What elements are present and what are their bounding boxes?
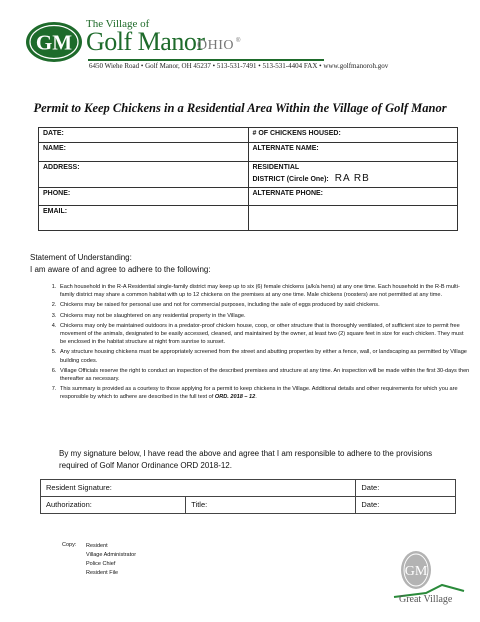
date-field[interactable] (39, 128, 249, 143)
alternate-phone-label: ALTERNATE PHONE: (252, 190, 324, 197)
title-field[interactable] (186, 497, 356, 514)
village-of-label: The Village of (86, 18, 150, 30)
rules-list (40, 283, 470, 404)
name-field[interactable] (39, 143, 249, 162)
logo-monogram: GM (35, 30, 73, 55)
resident-signature-label: Resident Signature: (46, 483, 112, 492)
statement-heading: Statement of Understanding: (30, 253, 132, 262)
signature-table (40, 479, 456, 514)
email-field[interactable] (39, 206, 249, 231)
applicant-info-table (38, 127, 458, 231)
signature-statement: By my signature below, I have read the above and agree that I am responsible to adhere to the provisions required of Golf Manor Ordinance ORD 2018-12. (59, 449, 433, 470)
agree-line: I am aware of and agree to adhere to the following: (30, 265, 211, 274)
date-signature-label: Date: (361, 483, 380, 492)
copy-distribution-list (86, 542, 136, 578)
email-label: EMAIL: (43, 208, 68, 215)
village-logo (24, 20, 88, 64)
alternate-phone-field[interactable] (248, 188, 458, 206)
resident-signature-field[interactable] (41, 480, 356, 497)
rule-item: 6. Village Officials reserve the right to conduct an inspection of the described premises and structure at any time. An inspection will be made within the first 30-days then thereafter as necessary. (58, 367, 470, 383)
village-name: Golf Manor (86, 27, 205, 56)
rule-item: 5. Any structure housing chickens must be appropriately screened from the street and abutting properties by either a fence, wall, or landscaping as permitted by Village building codes. (58, 348, 470, 364)
residential-label: RESIDENTIAL (252, 164, 300, 171)
rule-7-text: This summary is provided as a courtesy to those applying for a permit to keep chickens in the Village. Additional details and other requirements for which you are responsible by which to adhere are described in the full text of (60, 386, 458, 401)
footer-logo-monogram: GM (404, 564, 428, 579)
date-authorization-label: Date: (361, 500, 380, 509)
registered-mark: ® (236, 38, 241, 44)
state-label: OHIO (197, 38, 234, 53)
header-divider (88, 59, 324, 61)
chickens-housed-label: # OF CHICKENS HOUSED: (252, 130, 341, 137)
alternate-name-label: ALTERNATE NAME: (252, 145, 319, 152)
copy-recipient: Village Administrator (86, 552, 137, 558)
rule-item: 3. Chickens may not be slaughtered on any residential property in the Village. (58, 312, 470, 320)
address-label: ADDRESS: (43, 164, 80, 171)
name-label: NAME: (43, 145, 66, 152)
contact-address-line: 6450 Wiehe Road • Golf Manor, OH 45237 • 513-531-7491 • 513-531-4404 FAX • www.golfmanoroh.gov (89, 62, 389, 70)
copy-recipient: Resident File (86, 570, 119, 576)
rule-item: 4. Chickens may only be maintained outdoors in a predator-proof chicken house, coop, or other structure that is thoroughly ventilated, of sufficient size to permit free movement of the animals, designated to be easily accessed, cleaned, and maintained by the owner, at least two (2) square feet in size for each chicken. They must be enclosed in the habitat structure at night from sunrise to sunset. (58, 322, 470, 347)
authorization-label: Authorization: (46, 500, 92, 509)
district-circle-label: DISTRICT (Circle One): (252, 176, 329, 183)
rule-7-end: . (255, 394, 257, 401)
district-options[interactable]: RA RB (334, 173, 370, 184)
phone-label: PHONE: (43, 190, 71, 197)
copy-label: Copy: (62, 542, 77, 548)
copy-recipient: Police Chief (86, 561, 116, 567)
title-label: Title: (191, 500, 208, 509)
date-signature-field[interactable] (356, 480, 456, 497)
rule-item: 2. Chickens may be raised for personal use and not for commercial purposes, including the sale of eggs produced by said chickens. (58, 301, 470, 309)
authorization-field[interactable] (41, 497, 186, 514)
blank-cell (248, 206, 458, 231)
document-title: Permit to Keep Chickens in a Residential Area Within the Village of Golf Manor (33, 101, 447, 115)
alternate-name-field[interactable] (248, 143, 458, 162)
copy-recipient: Resident (86, 543, 108, 549)
rule-item: 1. Each household in the R-A Residential single-family district may keep up to six (6) female chickens (a/k/a hens) at any one time. Each household in the R-B multi-family district may share a common habitat with up to 12 chickens on the premises at any one time. Male chickens (roosters) are not permitted at any time. (58, 283, 470, 299)
district-field[interactable] (248, 162, 458, 188)
address-field[interactable] (39, 162, 249, 188)
date-authorization-field[interactable] (356, 497, 456, 514)
ordinance-reference: ORD. 2018 – 12 (214, 394, 256, 401)
chickens-housed-field[interactable] (248, 128, 458, 143)
rule-item (58, 385, 470, 401)
date-label: DATE: (43, 130, 64, 137)
footer-tagline: Great Village (399, 594, 453, 605)
phone-field[interactable] (39, 188, 249, 206)
